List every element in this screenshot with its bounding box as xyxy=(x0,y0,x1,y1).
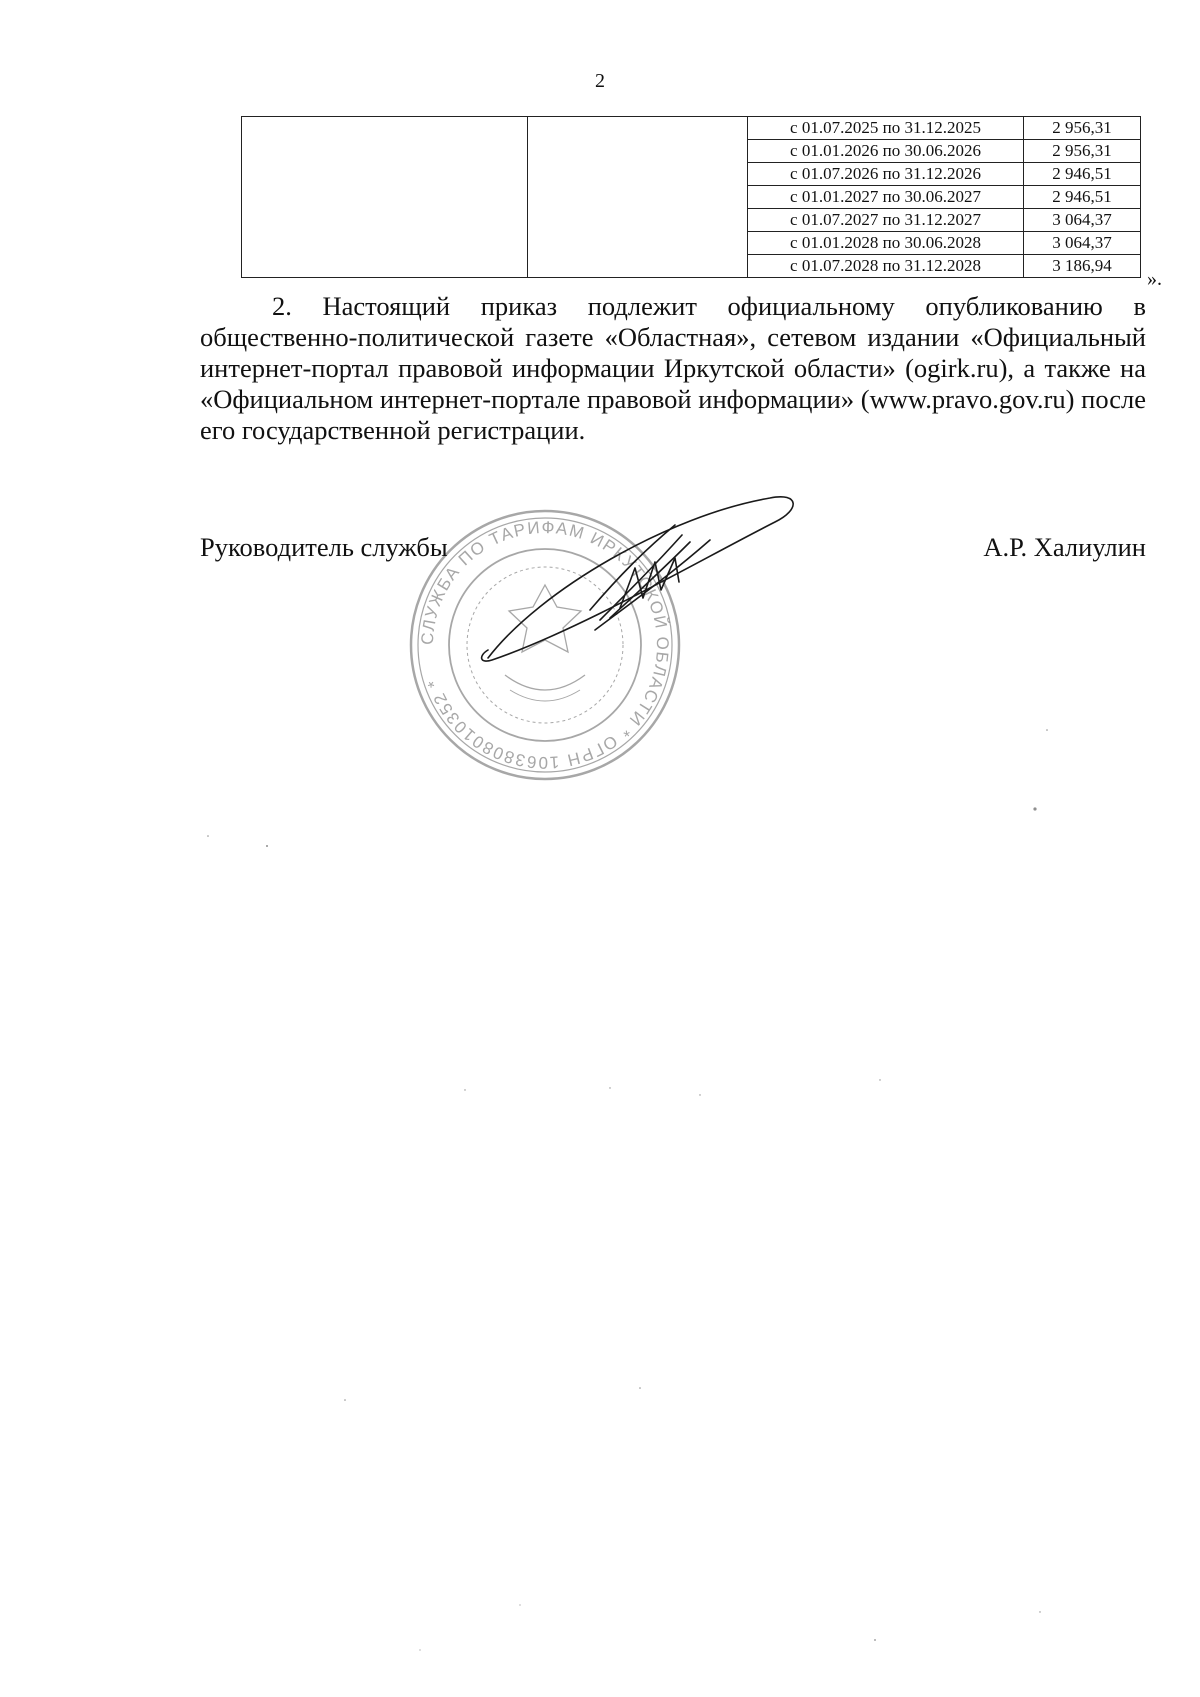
value-cell: 2 956,31 xyxy=(1024,117,1141,140)
value-cell: 3 064,37 xyxy=(1024,209,1141,232)
period-cell: с 01.01.2028 по 30.06.2028 xyxy=(748,232,1024,255)
value-cell: 2 956,31 xyxy=(1024,140,1141,163)
value-cell: 3 186,94 xyxy=(1024,255,1141,278)
period-cell: с 01.01.2026 по 30.06.2026 xyxy=(748,140,1024,163)
stamp-ring-text: СЛУЖБА ПО ТАРИФАМ ИРКУТСКОЙ ОБЛАСТИ * ОГРН 1063808010352 * xyxy=(417,517,673,773)
period-cell: с 01.07.2025 по 31.12.2025 xyxy=(748,117,1024,140)
period-cell: с 01.07.2027 по 31.12.2027 xyxy=(748,209,1024,232)
closing-quote: ». xyxy=(1147,268,1162,290)
period-cell: с 01.01.2027 по 30.06.2027 xyxy=(748,186,1024,209)
value-cell: 2 946,51 xyxy=(1024,186,1141,209)
period-cell: с 01.07.2028 по 31.12.2028 xyxy=(748,255,1024,278)
publication-paragraph: 2. Настоящий приказ подлежит официальному опубликованию в общественно-политической газете «Областная», сетевом издании «Официальный интернет-портал правовой информации Иркутской области» (ogirk.ru), а также на «Официальном интернет-портале правовой информации» (www.pravo.gov.ru) после его государственной регистрации. xyxy=(200,291,1146,445)
signer-title: Руководитель службы xyxy=(200,532,448,562)
signer-name: А.Р. Халиулин xyxy=(983,532,1146,562)
period-cell: с 01.07.2026 по 31.12.2026 xyxy=(748,163,1024,186)
page-number: 2 xyxy=(595,70,605,92)
value-cell: 2 946,51 xyxy=(1024,163,1141,186)
value-cell: 3 064,37 xyxy=(1024,232,1141,255)
